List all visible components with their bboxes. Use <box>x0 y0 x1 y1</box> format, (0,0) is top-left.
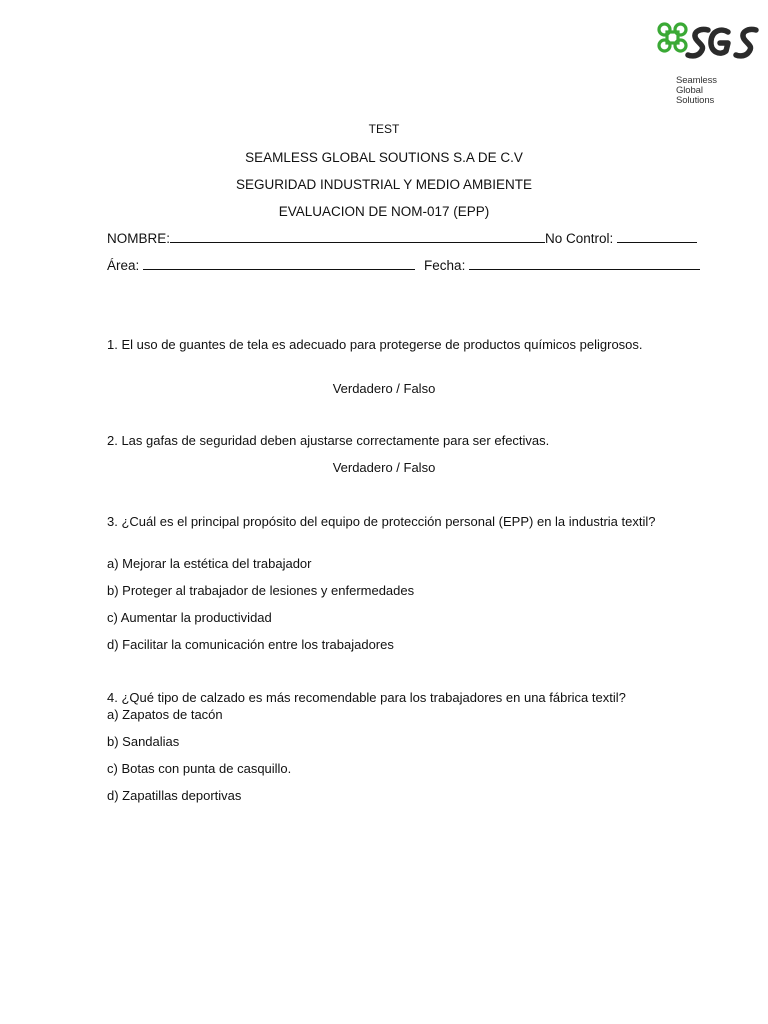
question-3-option-d: d) Facilitar la comunicación entre los trabajadores <box>107 637 394 652</box>
no-control-blank[interactable] <box>617 230 697 243</box>
question-3-text: 3. ¿Cuál es el principal propósito del equipo de protección personal (EPP) en la industria textil? <box>107 514 656 529</box>
logo-tagline-line: Seamless <box>676 75 717 86</box>
question-2-text: 2. Las gafas de seguridad deben ajustarse correctamente para ser efectivas. <box>107 433 550 448</box>
question-4-text: 4. ¿Qué tipo de calzado es más recomendable para los trabajadores en una fábrica textil? <box>107 690 626 705</box>
cloverleaf-command-icon <box>659 24 686 51</box>
test-title: TEST <box>368 122 400 136</box>
logo-tagline-line: Solutions <box>676 95 715 106</box>
question-3-option-a: a) Mejorar la estética del trabajador <box>107 556 312 571</box>
company-name: SEAMLESS GLOBAL SOUTIONS S.A DE C.V <box>245 150 523 165</box>
question-4-option-c: c) Botas con punta de casquillo. <box>107 761 292 776</box>
no-control-label: No Control: <box>545 231 614 246</box>
question-4-option-b: b) Sandalias <box>107 734 180 749</box>
fecha-label: Fecha: <box>424 258 466 273</box>
company-logo <box>656 20 764 110</box>
sgs-logo-graphic <box>656 20 764 76</box>
logo-tagline <box>676 76 717 106</box>
question-4-option-d: d) Zapatillas deportivas <box>107 788 242 803</box>
logo-tagline-line: Global <box>676 85 703 96</box>
area-blank[interactable] <box>143 257 415 270</box>
question-1-text: 1. El uso de guantes de tela es adecuado para protegerse de productos químicos peligrosos. <box>107 337 643 352</box>
question-3-option-b: b) Proteger al trabajador de lesiones y enfermedades <box>107 583 415 598</box>
nombre-blank[interactable] <box>170 230 545 243</box>
question-3-option-c: c) Aumentar la productividad <box>107 610 272 625</box>
nombre-label: NOMBRE: <box>107 231 171 246</box>
question-4-option-a: a) Zapatos de tacón <box>107 707 223 722</box>
evaluation-title: EVALUACION DE NOM-017 (EPP) <box>278 204 490 219</box>
sgs-wordmark <box>688 29 756 55</box>
department-name: SEGURIDAD INDUSTRIAL Y MEDIO AMBIENTE <box>235 177 533 192</box>
question-1-answer: Verdadero / Falso <box>332 381 436 396</box>
name-control-row <box>107 230 697 246</box>
fecha-blank[interactable] <box>469 257 700 270</box>
question-2-answer: Verdadero / Falso <box>332 460 436 475</box>
area-label: Área: <box>107 258 140 273</box>
area-fecha-row <box>107 257 700 273</box>
